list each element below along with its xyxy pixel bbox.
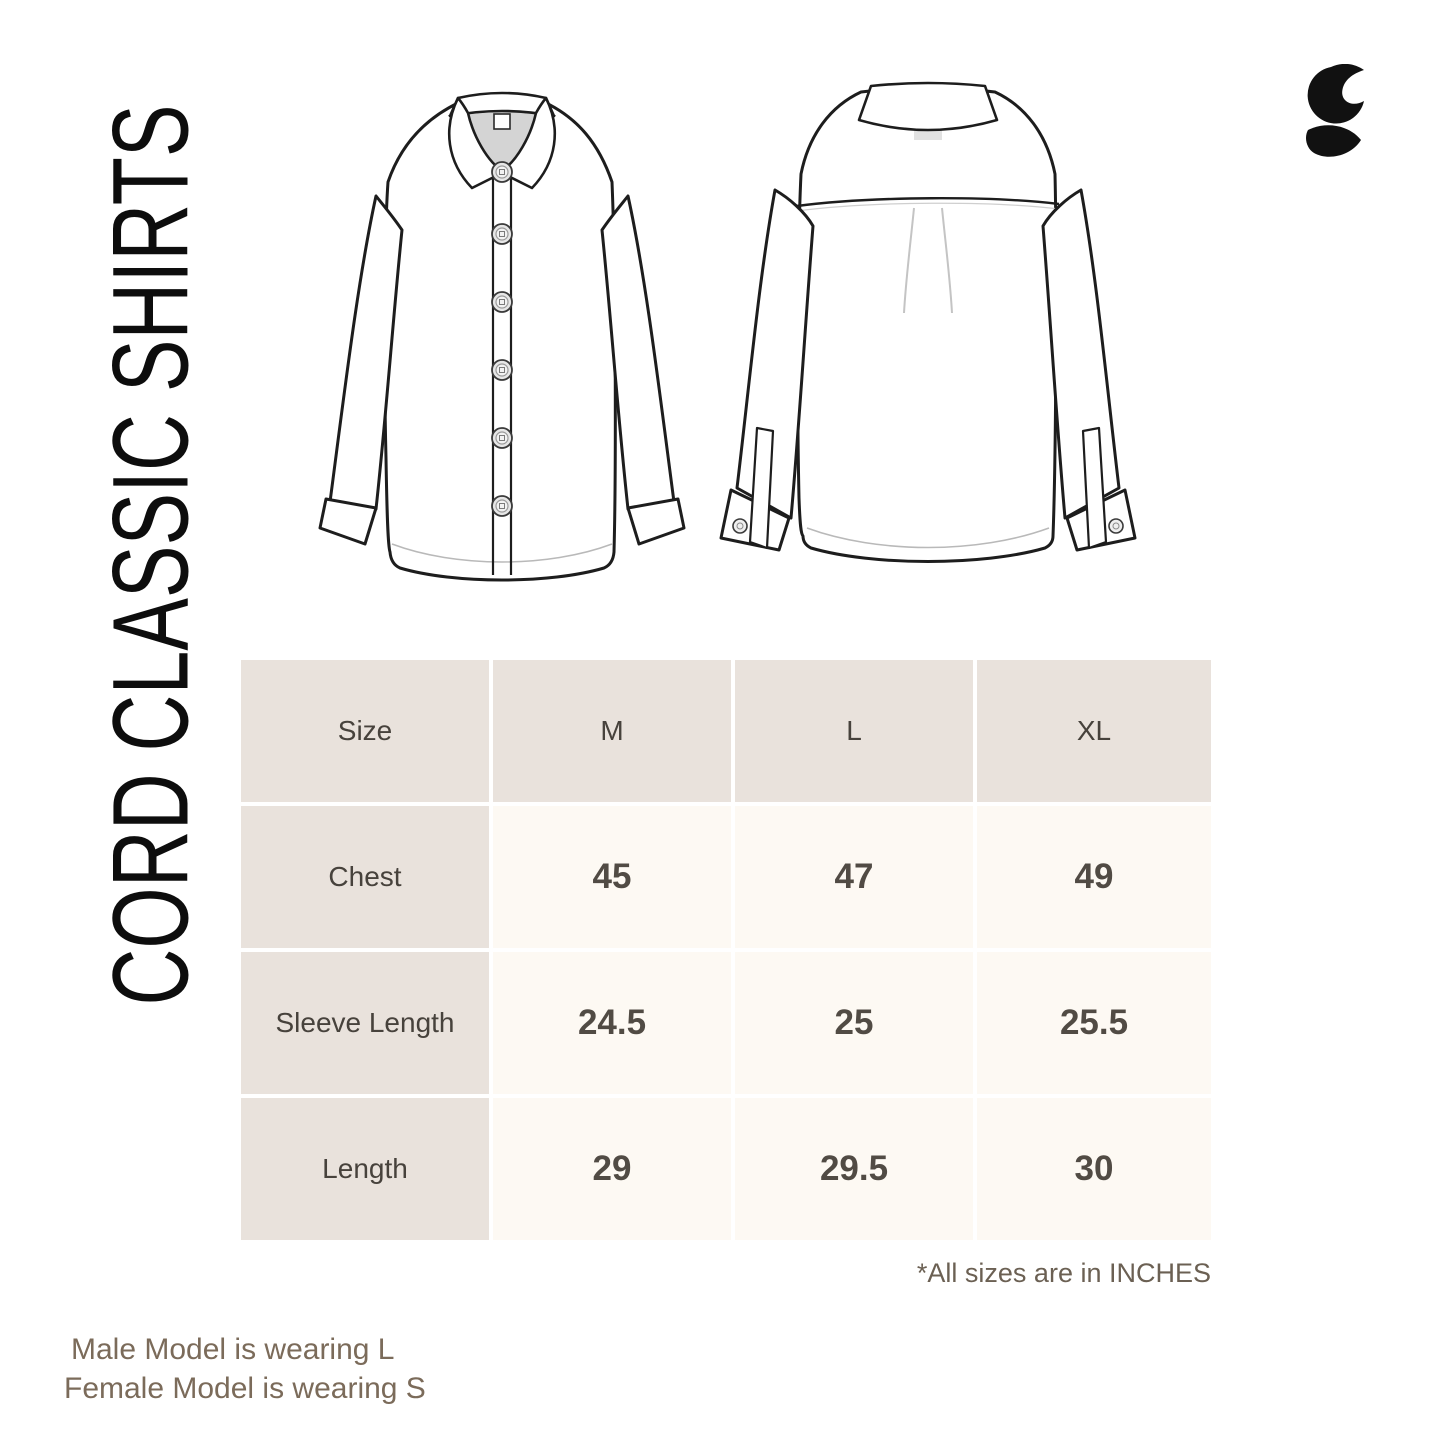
back-collar xyxy=(859,83,997,130)
back-torso xyxy=(798,88,1056,562)
cell-value: 49 xyxy=(977,806,1211,948)
header-size: Size xyxy=(241,660,489,802)
cell-value: 45 xyxy=(493,806,731,948)
female-model-line: Female Model is wearing S xyxy=(64,1372,426,1405)
cell-value: 29.5 xyxy=(735,1098,973,1240)
header-xl: XL xyxy=(977,660,1211,802)
cell-value: 30 xyxy=(977,1098,1211,1240)
cell-value: 29 xyxy=(493,1098,731,1240)
brand-logo-icon xyxy=(1304,64,1368,166)
cell-value: 47 xyxy=(735,806,973,948)
row-label: Sleeve Length xyxy=(241,952,489,1094)
table-header-row xyxy=(241,660,1211,802)
table-row-chest xyxy=(241,806,1211,948)
header-l: L xyxy=(735,660,973,802)
cell-value: 24.5 xyxy=(493,952,731,1094)
cell-value: 25.5 xyxy=(977,952,1211,1094)
row-label: Chest xyxy=(241,806,489,948)
cell-value: 25 xyxy=(735,952,973,1094)
sizes-note: *All sizes are in INCHES xyxy=(916,1258,1211,1288)
shirt-back-illustration xyxy=(713,78,1143,590)
page-title: CORD CLASSIC SHIRTS xyxy=(89,104,211,1006)
shirt-front-illustration xyxy=(296,78,700,590)
row-label: Length xyxy=(241,1098,489,1240)
header-m: M xyxy=(493,660,731,802)
male-model-line: Male Model is wearing L xyxy=(71,1333,395,1366)
model-info xyxy=(64,1330,426,1408)
table-row-sleeve-length xyxy=(241,952,1211,1094)
table-row-length xyxy=(241,1098,1211,1240)
size-table xyxy=(237,656,1215,1244)
